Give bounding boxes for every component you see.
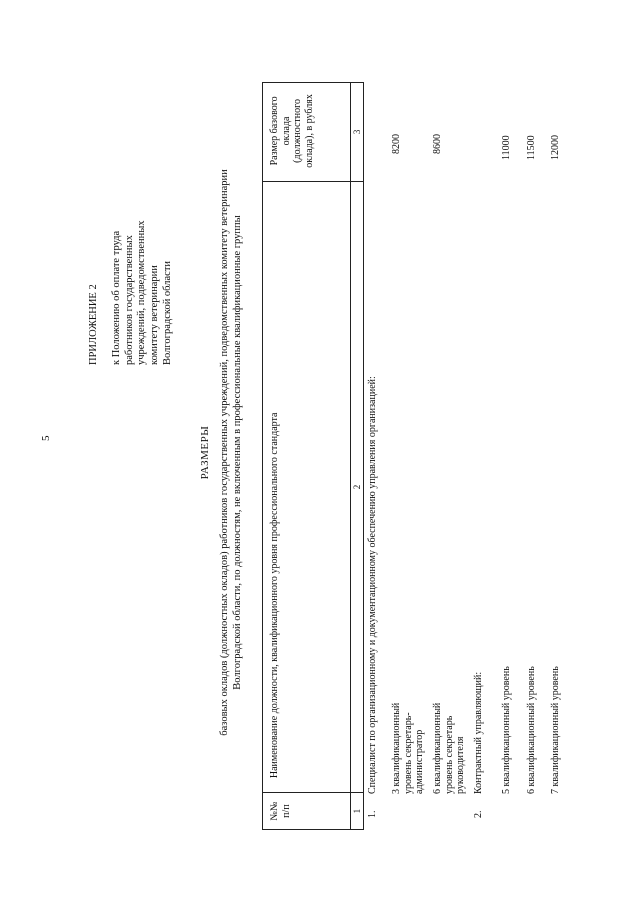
header-name: Наименование должности, квалификационного уровня профессионального стандарта [269, 412, 280, 779]
row-value: 8200 [391, 134, 402, 154]
row-value: 11000 [501, 135, 512, 160]
appendix-block [88, 145, 175, 365]
appendix-line: учреждений, подведомственных [136, 220, 148, 365]
col-number: 2 [351, 181, 364, 792]
document-subtitle [219, 0, 244, 905]
col-number: 3 [351, 83, 364, 182]
row-value: 8600 [432, 134, 443, 154]
appendix-line: работников государственных [123, 235, 135, 365]
appendix-line: комитету ветеринарии [149, 265, 161, 365]
appendix-line: Волгоградской области [161, 260, 173, 365]
row-name: Специалист по организационному и документационному обеспечению управления организацией: [367, 376, 378, 794]
row-name: 3 квалификационный уровень секретарь-администратор [391, 702, 425, 794]
salary-table-header [262, 82, 364, 830]
row-number: 2. [473, 810, 484, 818]
row-name: 6 квалификационный уровень [526, 666, 537, 794]
row-value: 11500 [526, 135, 537, 160]
appendix-title: ПРИЛОЖЕНИЕ 2 [88, 284, 99, 365]
subtitle-line: базовых окладов (должностных окладов) работников государственных учреждений, подведомственных комитету ветеринарии [219, 169, 230, 736]
header-name-cell [263, 181, 351, 792]
subtitle-line: Волгоградской области, по должностям, не включенным в профессиональные квалификационные группы [231, 215, 243, 690]
row-name: 5 квалификационный уровень [501, 666, 512, 794]
appendix-line: к Положению об оплате труда [110, 230, 122, 365]
document-title: РАЗМЕРЫ [199, 425, 211, 480]
row-name: 7 квалификационный уровень [550, 666, 561, 794]
page-number: 5 [40, 435, 52, 441]
row-name: 6 квалификационный уровень секретарь руководителя [432, 702, 466, 794]
header-salary: Размер базового оклада (должностного оклада), в рублях [269, 94, 315, 168]
row-number: 1. [367, 810, 378, 818]
header-salary-cell [263, 83, 351, 182]
row-value: 12000 [550, 135, 561, 160]
header-num-cell [263, 793, 351, 830]
col-number: 1 [351, 793, 364, 830]
row-name: Контрактный управляющий: [473, 671, 484, 794]
header-num: №№ п/п [269, 801, 292, 821]
